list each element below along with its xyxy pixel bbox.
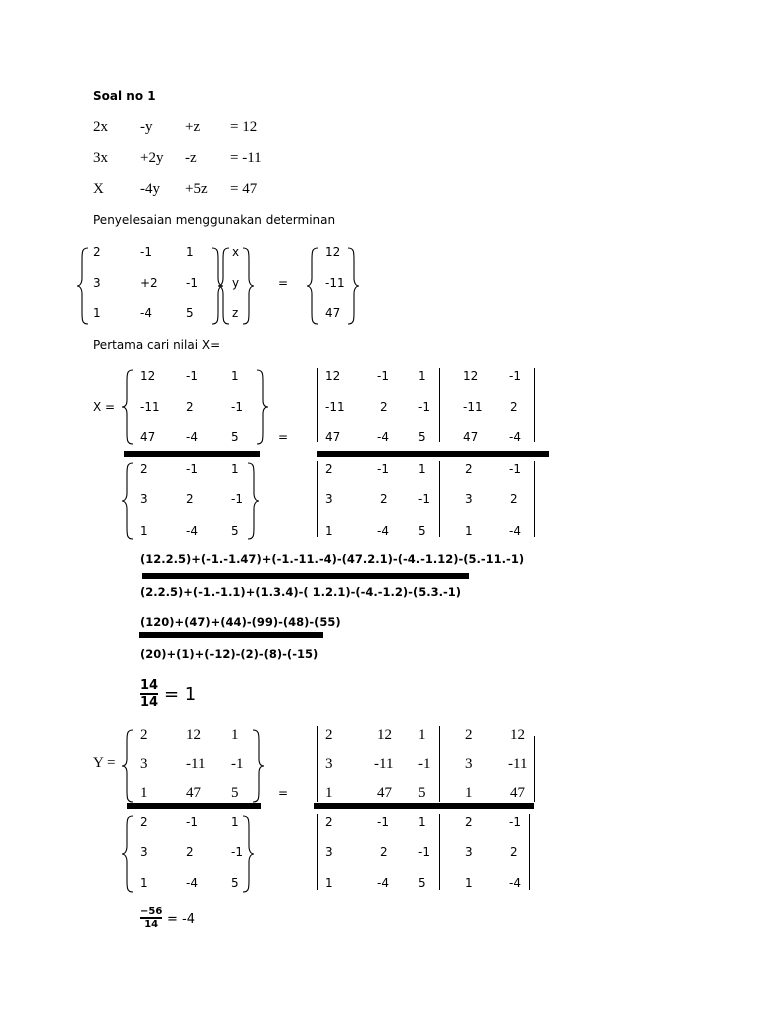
- vector-b-left-brace: [306, 246, 320, 326]
- x-num-ext-right-bar: [534, 368, 535, 442]
- x-den-det-cell: 3: [325, 492, 333, 506]
- x-num-det-cell: 47: [325, 430, 341, 444]
- y-den-cell: -4: [186, 876, 198, 890]
- x-den-cell: 1: [140, 524, 148, 538]
- y-den-cell: -1: [231, 845, 243, 859]
- y-num-cell: 12: [186, 727, 201, 743]
- x-fraction-bar-left: [124, 451, 260, 457]
- y-num-det-cell: -11: [374, 756, 394, 772]
- equals-sign: =: [278, 276, 289, 290]
- x-num-ext-cell: 47: [463, 430, 479, 444]
- x-calc-line3: (120)+(47)+(44)-(99)-(48)-(55): [140, 615, 341, 629]
- x-den-det-mid-bar: [439, 461, 440, 537]
- y-den-det-cell: 5: [418, 876, 426, 890]
- y-num-right-brace: [251, 728, 265, 804]
- y-den-det-cell: 1: [418, 815, 426, 829]
- x-num-ext-cell: -11: [463, 400, 483, 414]
- x-num-ext-cell: 2: [510, 400, 518, 414]
- x-result-denominator: 14: [140, 694, 159, 710]
- y-num-det-cell: 2: [325, 727, 333, 743]
- x-num-det-cell: -11: [325, 400, 345, 414]
- y-den-det-mid-bar: [439, 814, 440, 890]
- x-den-cell: 2: [186, 492, 194, 506]
- x-den-det-cell: 5: [418, 524, 426, 538]
- x-num-ext-cell: -1: [509, 369, 521, 383]
- x-num-cell: -1: [231, 400, 243, 414]
- matrix-a-cell: -1: [186, 276, 198, 290]
- y-num-ext-cell: 12: [510, 727, 525, 743]
- var-x: x: [232, 245, 240, 259]
- y-den-det-cell: 1: [325, 876, 333, 890]
- y-num-ext-cell: 3: [465, 756, 473, 772]
- y-num-cell: 5: [231, 785, 239, 801]
- eq1-y: -y: [140, 119, 153, 135]
- x-result-fraction: [140, 678, 158, 710]
- y-num-ext-right-bar: [534, 736, 535, 802]
- y-den-left-brace: [121, 814, 135, 894]
- matrix-a-cell: 3: [93, 276, 101, 290]
- x-den-cell: 1: [231, 462, 239, 476]
- y-num-det-cell: 1: [325, 785, 333, 801]
- y-num-det-cell: -1: [418, 756, 431, 772]
- x-num-det-cell: 2: [380, 400, 388, 414]
- x-den-det-cell: -1: [377, 462, 389, 476]
- x-den-det-cell: 1: [418, 462, 426, 476]
- matrix-a-cell: +2: [140, 276, 158, 290]
- x-den-cell: 2: [140, 462, 148, 476]
- y-den-cell: 5: [231, 876, 239, 890]
- y-den-det-cell: -4: [377, 876, 389, 890]
- x-heading: Pertama cari nilai X=: [93, 338, 221, 352]
- matrix-a-cell: 1: [186, 245, 194, 259]
- vector-b-cell: 12: [325, 245, 341, 259]
- x-num-ext-cell: 12: [463, 369, 479, 383]
- y-result-fraction: [140, 906, 162, 930]
- eq2-x: 3x: [93, 150, 108, 166]
- y-num-det-cell: 1: [418, 727, 426, 743]
- y-num-ext-cell: 1: [465, 785, 473, 801]
- x-num-det-cell: -1: [377, 369, 389, 383]
- x-den-cell: -4: [186, 524, 198, 538]
- y-fraction-bar-left: [127, 803, 261, 809]
- matrix-a-cell: -4: [140, 306, 152, 320]
- x-equals: =: [278, 430, 289, 444]
- eq3-x: X: [93, 181, 104, 197]
- x-num-left-brace: [121, 368, 135, 446]
- y-den-ext-cell: 2: [510, 845, 518, 859]
- y-den-ext-cell: 2: [465, 815, 473, 829]
- x-num-det-cell: 5: [418, 430, 426, 444]
- method-heading: Penyelesaian menggunakan determinan: [93, 213, 336, 227]
- y-den-cell: 3: [140, 845, 148, 859]
- y-den-det-cell: 2: [325, 815, 333, 829]
- x-den-ext-cell: -1: [509, 462, 521, 476]
- x-num-cell: 47: [140, 430, 156, 444]
- y-num-det-cell: 3: [325, 756, 333, 772]
- x-num-det-cell: -1: [418, 400, 430, 414]
- y-num-cell: -11: [186, 756, 206, 772]
- x-num-det-cell: 12: [325, 369, 341, 383]
- x-den-det-cell: 1: [325, 524, 333, 538]
- matrix-a-cell: -1: [140, 245, 152, 259]
- y-num-cell: -1: [231, 756, 244, 772]
- vector-b-cell: 47: [325, 306, 341, 320]
- x-calc-line2: (2.2.5)+(-1.-1.1)+(1.3.4)-( 1.2.1)-(-4.-1.2)-(5.3.-1): [140, 585, 461, 599]
- y-num-det-cell: 47: [377, 785, 392, 801]
- x-num-cell: 2: [186, 400, 194, 414]
- x-num-cell: 5: [231, 430, 239, 444]
- eq2-z: -z: [185, 150, 197, 166]
- x-num-det-cell: -4: [377, 430, 389, 444]
- y-den-det-cell: 2: [380, 845, 388, 859]
- vector-b-cell: -11: [325, 276, 345, 290]
- y-den-ext-cell: -1: [509, 815, 521, 829]
- matrix-a-cell: 5: [186, 306, 194, 320]
- var-z: z: [232, 306, 239, 320]
- x-num-cell: 12: [140, 369, 156, 383]
- x-den-det-cell: 2: [380, 492, 388, 506]
- eq2-y: +2y: [140, 150, 164, 166]
- y-den-ext-cell: 3: [465, 845, 473, 859]
- vars-right-brace: [241, 246, 255, 326]
- matrix-a-cell: 1: [93, 306, 101, 320]
- x-den-cell: 5: [231, 524, 239, 538]
- y-den-cell: 1: [140, 876, 148, 890]
- y-den-cell: 1: [231, 815, 239, 829]
- eq2-rhs: = -11: [230, 150, 262, 166]
- x-den-ext-right-bar: [534, 461, 535, 537]
- y-den-det-left-bar: [317, 814, 318, 890]
- y-num-cell: 3: [140, 756, 148, 772]
- x-num-cell: -1: [186, 369, 198, 383]
- x-den-cell: 3: [140, 492, 148, 506]
- x-den-ext-cell: 2: [465, 462, 473, 476]
- y-den-det-cell: -1: [418, 845, 430, 859]
- y-den-ext-cell: 1: [465, 876, 473, 890]
- y-num-cell: 2: [140, 727, 148, 743]
- eq3-rhs: = 47: [230, 181, 258, 197]
- y-result-denominator: 14: [144, 918, 159, 930]
- y-num-det-cell: 5: [418, 785, 426, 801]
- y-label: Y =: [93, 755, 116, 771]
- x-num-right-brace: [255, 368, 269, 446]
- x-den-ext-cell: 2: [510, 492, 518, 506]
- y-num-cell: 1: [140, 785, 148, 801]
- x-num-cell: -11: [140, 400, 160, 414]
- x-num-cell: 1: [231, 369, 239, 383]
- eq1-x: 2x: [93, 119, 108, 135]
- vars-left-brace: [217, 246, 231, 326]
- x-calc-line1: (12.2.5)+(-1.-1.47)+(-1.-11.-4)-(47.2.1)-(-4.-1.12)-(5.-11.-1): [140, 552, 525, 566]
- x-den-cell: -1: [186, 462, 198, 476]
- x-num-ext-cell: -4: [509, 430, 521, 444]
- x-num-det-left-bar: [317, 368, 318, 442]
- y-den-cell: -1: [186, 815, 198, 829]
- x-den-left-brace: [121, 461, 135, 541]
- var-y: y: [232, 276, 240, 290]
- y-fraction-bar-right: [314, 803, 534, 809]
- x-label: X =: [93, 400, 116, 414]
- x-calc-line4: (20)+(1)+(-12)-(2)-(8)-(-15): [140, 647, 319, 661]
- x-calc-fraction-bar-2: [139, 632, 323, 638]
- vector-b-right-brace: [346, 246, 360, 326]
- y-num-cell: 47: [186, 785, 201, 801]
- x-den-cell: -1: [231, 492, 243, 506]
- x-den-right-brace: [246, 461, 260, 541]
- y-den-ext-cell: -4: [509, 876, 521, 890]
- x-den-det-left-bar: [317, 461, 318, 537]
- y-num-ext-cell: 2: [465, 727, 473, 743]
- y-den-cell: 2: [140, 815, 148, 829]
- y-den-right-brace: [241, 814, 255, 894]
- x-den-det-cell: 2: [325, 462, 333, 476]
- x-den-ext-cell: 1: [465, 524, 473, 538]
- y-num-cell: 1: [231, 727, 239, 743]
- x-result-numerator: 14: [140, 678, 159, 693]
- x-num-det-cell: 1: [418, 369, 426, 383]
- x-result-value: = 1: [164, 684, 197, 705]
- x-num-cell: -4: [186, 430, 198, 444]
- matrix-a-cell: 2: [93, 245, 101, 259]
- y-num-det-left-bar: [317, 726, 318, 802]
- y-den-det-cell: -1: [377, 815, 389, 829]
- x-den-det-cell: -4: [377, 524, 389, 538]
- eq3-z: +5z: [185, 181, 208, 197]
- eq1-rhs: = 12: [230, 119, 258, 135]
- x-calc-fraction-bar-1: [142, 573, 469, 579]
- y-num-det-mid-bar: [439, 726, 440, 802]
- eq1-z: +z: [185, 119, 201, 135]
- y-den-ext-right-bar: [529, 814, 530, 890]
- y-num-left-brace: [121, 728, 135, 804]
- y-equals: =: [278, 786, 289, 800]
- y-num-det-cell: 12: [377, 727, 392, 743]
- x-den-ext-cell: -4: [509, 524, 521, 538]
- matrix-a-left-brace: [76, 246, 90, 326]
- y-result-value: = -4: [167, 912, 195, 927]
- x-den-det-cell: -1: [418, 492, 430, 506]
- y-den-det-cell: 3: [325, 845, 333, 859]
- x-fraction-bar-right: [317, 451, 549, 457]
- y-result-numerator: −56: [140, 906, 163, 917]
- x-den-ext-cell: 3: [465, 492, 473, 506]
- y-num-ext-cell: 47: [510, 785, 525, 801]
- eq3-y: -4y: [140, 181, 160, 197]
- y-den-cell: 2: [186, 845, 194, 859]
- x-num-det-mid-bar: [439, 368, 440, 442]
- y-num-ext-cell: -11: [508, 756, 528, 772]
- title: Soal no 1: [93, 89, 156, 103]
